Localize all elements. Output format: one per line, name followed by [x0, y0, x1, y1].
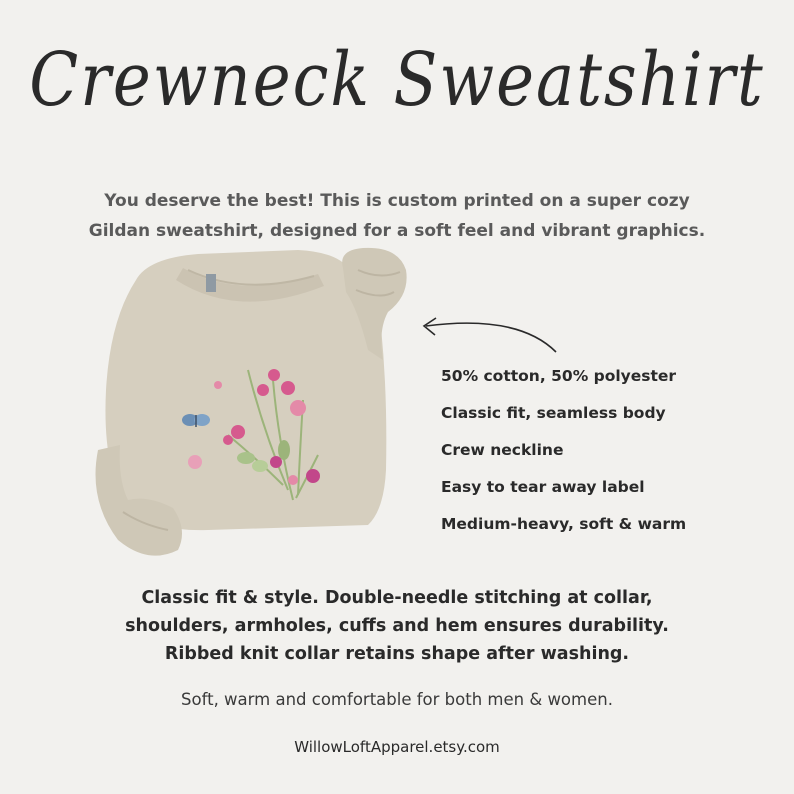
feature-item: Classic fit, seamless body	[441, 404, 666, 422]
details-line: shoulders, armholes, cuffs and hem ensures durability.	[125, 616, 669, 636]
details-text	[40, 584, 754, 668]
feature-item: 50% cotton, 50% polyester	[441, 367, 677, 385]
shop-url: WillowLoftApparel.etsy.com	[294, 738, 500, 756]
feature-list	[441, 364, 686, 549]
sweatshirt-image	[88, 240, 418, 575]
feature-item: Medium-heavy, soft & warm	[441, 515, 687, 533]
feature-item: Easy to tear away label	[441, 478, 645, 496]
intro-line: Gildan sweatshirt, designed for a soft feel and vibrant graphics.	[88, 221, 706, 241]
arrow-icon	[418, 312, 563, 357]
intro-line: You deserve the best! This is custom printed on a super cozy	[104, 191, 690, 211]
intro-text	[40, 186, 754, 246]
brand-label	[206, 274, 216, 292]
butterfly-icon	[182, 414, 210, 427]
feature-item: Crew neckline	[441, 441, 564, 459]
page-title: Crewneck Sweatshirt	[29, 38, 765, 124]
details-line: Classic fit & style. Double-needle stitching at collar,	[141, 588, 653, 608]
tagline: Soft, warm and comfortable for both men & women.	[181, 690, 613, 709]
details-line: Ribbed knit collar retains shape after washing.	[164, 644, 630, 664]
